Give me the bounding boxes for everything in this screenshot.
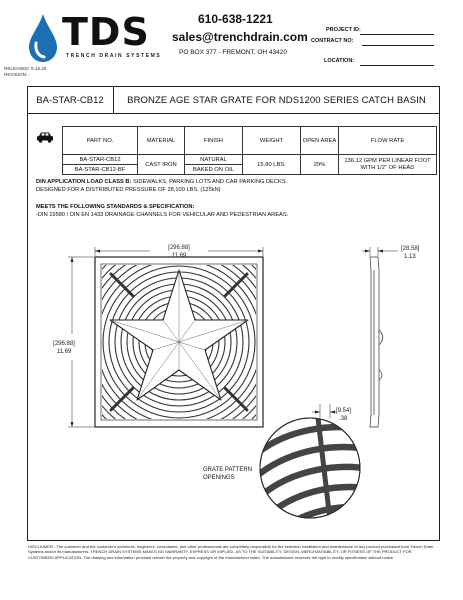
header-open-area: OPEN AREA [301, 127, 339, 155]
released-date: RELEASED: 8.15.25 [4, 66, 47, 71]
disclaimer-text: DISCLAIMER - The customer and the customer's architects, engineers, consultants, and other professionals are completely responsible for the selection installation and maintenance of any product purchased from Trench Drain Systems and/or its manufacturers. TRENCH DRAIN SYSTEMS MAKES NO WARRANTY, EXPRESS OR IMPLIED, AS TO THE SUITABILITY, DESIGN, MERCHANTABILITY, OR FITNESS OF THE PRODUCT FOR CUSTOMERS APPLICATION. The drawing and information provided remain the property and copyright of the manufacturer listed. The manufacturer reserves the right to modify specification without notice. [28, 544, 434, 560]
header-finish: FINISH [185, 127, 243, 155]
width-in-label: 11.69 [171, 253, 187, 259]
standards-heading: MEETS THE FOLLOWING STANDARDS & SPECIFICATION: [36, 204, 195, 210]
cell-open-area: 29% [301, 155, 339, 175]
height-mm-label: [296.88] [53, 341, 75, 347]
product-title: BRONZE AGE STAR GRATE FOR NDS1200 SERIES CATCH BASIN [127, 94, 426, 106]
mailing-address: PO BOX 377 - FREMONT, OH 43420 [179, 49, 288, 56]
brand-tagline: TRENCH DRAIN SYSTEMS [66, 53, 162, 59]
cell-finish-1: NATURAL [185, 155, 243, 165]
project-id-label: PROJECT ID: [326, 27, 361, 33]
contract-no-label: CONTRACT NO: [311, 38, 354, 44]
location-label: LOCATION: [324, 58, 355, 64]
standards-item: -DIN 19580 / DIN EN 1433 DRAINAGE CHANNELS FOR VEHICULAR AND PEDESTRIAN AREAS. [36, 212, 289, 218]
header-material: MATERIAL [138, 127, 185, 155]
cell-flow-rate: 136.12 GPM PER LINEAR FOOT WITH 1/2" OF HEAD [339, 155, 437, 175]
opening-mm-label: [9.54] [336, 408, 352, 414]
grate-pattern-label [203, 466, 252, 482]
cell-material: CAST IRON [138, 155, 185, 175]
header-part-no: PART NO. [63, 127, 138, 155]
cell-part-no-2: BA-STAR-CB12-BF [63, 165, 138, 175]
header-flow-rate: FLOW RATE [339, 127, 437, 155]
opening-dimension [312, 404, 336, 418]
phone-number[interactable]: 610-638-1221 [198, 12, 273, 26]
thickness-mm-label: [28.58] [401, 246, 420, 252]
thickness-dimension [362, 247, 398, 256]
cell-weight: 15.80 LBS. [243, 155, 301, 175]
grate-side-view [370, 257, 383, 427]
part-code: BA-STAR-CB12 [36, 94, 104, 106]
cell-finish-2: BAKED ON OIL [185, 165, 243, 175]
grate-pattern-label-line1: GRATE PATTERN [203, 467, 253, 473]
grate-opening-detail [255, 418, 382, 532]
width-mm-label: [296.88] [168, 245, 190, 251]
email-address[interactable]: sales@trenchdrain.com [172, 30, 308, 44]
grate-plan-view [73, 236, 285, 448]
grate-pattern-label-line2: OPENINGS [203, 475, 235, 481]
cell-part-no-1: BA-STAR-CB12 [63, 155, 138, 165]
revision-label: REVISION: - [4, 72, 31, 77]
application-text: SIDEWALKS, PARKING LOTS AND CAR PARKING DECKS. [131, 179, 288, 185]
brand-logo-text: TDS [62, 10, 150, 54]
thickness-in-label: 1.13 [404, 254, 416, 260]
application-pressure: DESIGNED FOR A DISTRIBUTED PRESSURE OF 28,100 LBS. (125kN) [36, 187, 221, 193]
height-in-label: 11.69 [56, 349, 72, 355]
opening-in-label: .38 [339, 416, 348, 422]
application-heading: DIN APPLICATION LOAD CLASS B: [36, 179, 132, 185]
header-weight: WEIGHT [243, 127, 301, 155]
